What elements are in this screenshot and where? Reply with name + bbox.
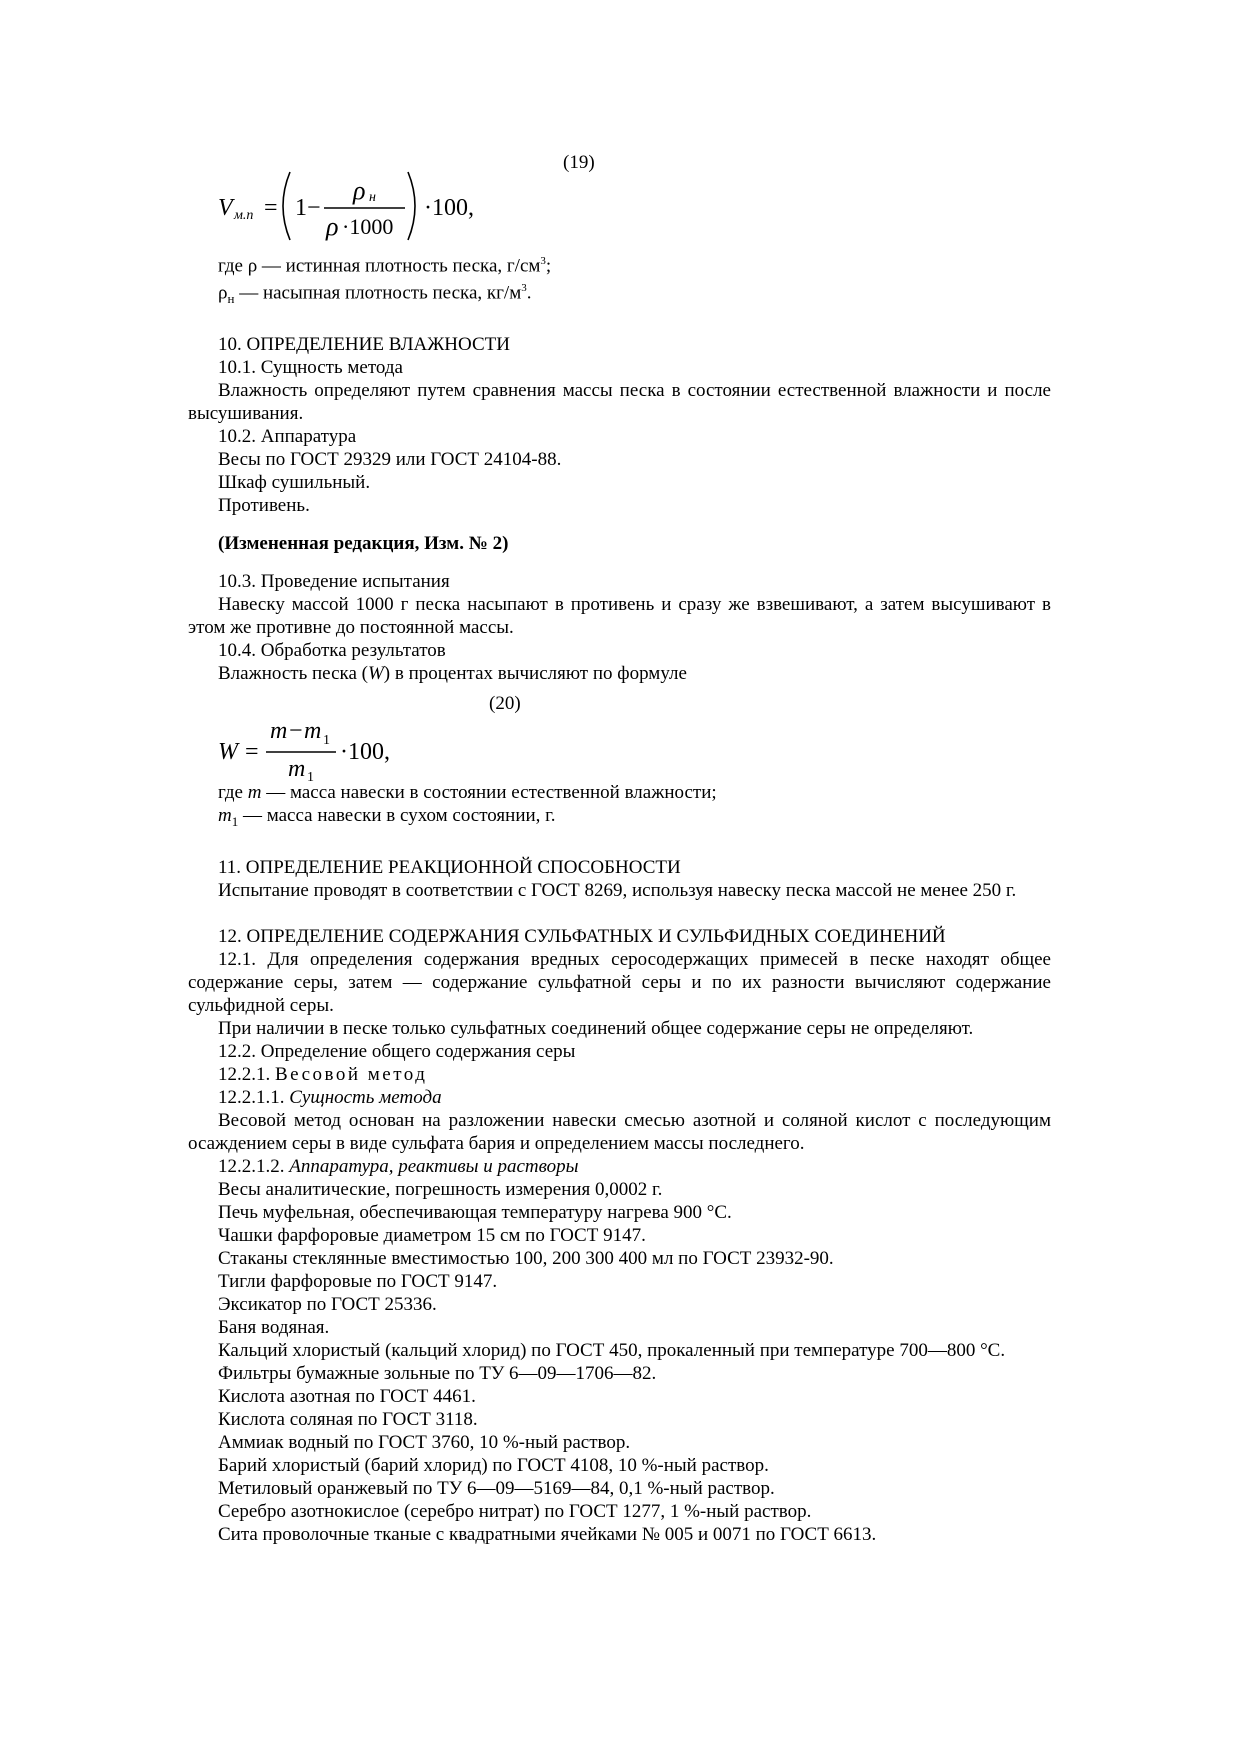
equation-number-20: (20): [489, 693, 521, 714]
reagent-item: Барий хлористый (барий хлорид) по ГОСТ 4108, 10 %-ный раствор.: [218, 1455, 769, 1477]
apparatus-item: Весы по ГОСТ 29329 или ГОСТ 24104-88.: [218, 449, 562, 471]
subsection-12-2-1-1: 12.2.1.1. Сущность метода: [218, 1087, 442, 1109]
reagent-item: Стаканы стеклянные вместимостью 100, 200 300 400 мл по ГОСТ 23932-90.: [218, 1248, 834, 1270]
reagent-item: Аммиак водный по ГОСТ 3760, 10 %-ный раствор.: [218, 1432, 631, 1454]
equation-number-19: (19): [563, 152, 595, 173]
reagent-item: Эксикатор по ГОСТ 25336.: [218, 1294, 437, 1316]
where-line-rho-n: $\rho_н$ — насыпная плотность песка, $кг/м^3$.: [218, 282, 532, 307]
where-line-rho: где ρ — истинная плотность песка, $г/см^3$;: [218, 255, 552, 277]
section-12-heading: 12. ОПРЕДЕЛЕНИЕ СОДЕРЖАНИЯ СУЛЬФАТНЫХ И СУЛЬФИДНЫХ СОЕДИНЕНИЙ: [218, 926, 946, 948]
reagent-item: Фильтры бумажные зольные по ТУ 6—09—1706—82.: [218, 1363, 657, 1385]
formula-19-one-minus: 1−: [295, 195, 321, 221]
reagent-item: Баня водяная.: [218, 1317, 330, 1339]
paragraph-10-4: Влажность песка (W) в процентах вычисляют по формуле: [218, 663, 687, 685]
subsection-12-2-1: 12.2.1. Весовой метод: [218, 1064, 428, 1086]
paragraph-12-2-1-1: Весовой метод основан на разложении навески смесью азотной и соляной кислот с последующим осаждением серы в виде сульфата бария и определением массы последнего.: [188, 1110, 1051, 1155]
paragraph-10-3: Навеску массой 1000 г песка насыпают в противень и сразу же взвешивают, а затем высушивают в этом же противне до постоянной массы.: [188, 594, 1051, 639]
reagent-item: Сита проволочные тканые с квадратными ячейками № 005 и 0071 по ГОСТ 6613.: [218, 1524, 877, 1546]
formula-20-num-minus: −: [289, 718, 303, 744]
formula-20-num-sub: 1: [323, 733, 330, 748]
section-10-heading: 10. ОПРЕДЕЛЕНИЕ ВЛАЖНОСТИ: [218, 334, 510, 356]
formula-19-den-rest: ·1000: [342, 214, 394, 239]
subsection-12-2-1-2: 12.2.1.2. Аппаратура, реактивы и растворы: [218, 1156, 579, 1178]
formula-20-lhs: W: [218, 739, 238, 765]
apparatus-item: Противень.: [218, 495, 310, 517]
subsection-10-4: 10.4. Обработка результатов: [218, 640, 446, 662]
amendment-note: (Измененная редакция, Изм. № 2): [218, 533, 509, 555]
formula-20-num-m: m: [270, 718, 288, 744]
formula-20-num-m1: m: [304, 718, 322, 744]
formula-20-den-sub: 1: [307, 770, 314, 785]
reagent-item: Тигли фарфоровые по ГОСТ 9147.: [218, 1271, 498, 1293]
reagent-item: Серебро азотнокислое (серебро нитрат) по ГОСТ 1277, 1 %-ный раствор.: [218, 1501, 812, 1523]
reagent-item: Весы аналитические, погрешность измерения 0,0002 г.: [218, 1179, 663, 1201]
paragraph-12-1-note: При наличии в песке только сульфатных соединений общее содержание серы не определяют.: [218, 1018, 974, 1040]
apparatus-item: Шкаф сушильный.: [218, 472, 371, 494]
subsection-10-3: 10.3. Проведение испытания: [218, 571, 450, 593]
formula-19-lhs-var: V: [218, 195, 233, 221]
subsection-12-2: 12.2. Определение общего содержания серы: [218, 1041, 576, 1063]
reagent-item: Печь муфельная, обеспечивающая температуру нагрева 900 °С.: [218, 1202, 732, 1224]
reagent-item: Кальций хлористый (кальций хлорид) по ГОСТ 450, прокаленный при температуре 700—800 °С.: [218, 1340, 1006, 1362]
paragraph-12-1: 12.1. Для определения содержания вредных серосодержащих примесей в песке находят общее содержание серы, затем — содержание сульфатной серы и по их разности вычисляют содержание сульфидной серы.: [188, 949, 1051, 1017]
formula-19-num-sub: н: [369, 190, 376, 205]
where-line-m1: $m_1$ — масса навески в сухом состоянии, г.: [218, 805, 556, 830]
where-line-m: где m — масса навески в состоянии естественной влажности;: [218, 782, 717, 804]
subsection-10-1: 10.1. Сущность метода: [218, 357, 403, 379]
formula-20: [218, 714, 458, 788]
formula-19-num-var: ρ: [353, 176, 366, 205]
formula-19-equals: =: [264, 195, 278, 221]
subsection-10-2: 10.2. Аппаратура: [218, 426, 357, 448]
paragraph-11: Испытание проводят в соответствии с ГОСТ 8269, используя навеску песка массой не менее 250 г.: [218, 880, 1017, 902]
paragraph-10-1: Влажность определяют путем сравнения массы песка в состоянии естественной влажности и после высушивания.: [188, 380, 1051, 425]
section-11-heading: 11. ОПРЕДЕЛЕНИЕ РЕАКЦИОННОЙ СПОСОБНОСТИ: [218, 857, 681, 879]
formula-20-tail: ·100,: [340, 739, 390, 765]
formula-20-den-m: m: [288, 756, 306, 782]
formula-19-den-var: ρ: [326, 212, 339, 241]
reagent-item: Кислота соляная по ГОСТ 3118.: [218, 1409, 478, 1431]
formula-19-tail: ·100,: [424, 195, 474, 221]
reagent-item: Кислота азотная по ГОСТ 4461.: [218, 1386, 476, 1408]
formula-19-lhs-sub: м.п: [234, 208, 254, 223]
formula-20-equals: =: [245, 739, 259, 765]
reagent-item: Метиловый оранжевый по ТУ 6—09—5169—84, 0,1 %-ный раствор.: [218, 1478, 775, 1500]
reagent-item: Чашки фарфоровые диаметром 15 см по ГОСТ 9147.: [218, 1225, 646, 1247]
